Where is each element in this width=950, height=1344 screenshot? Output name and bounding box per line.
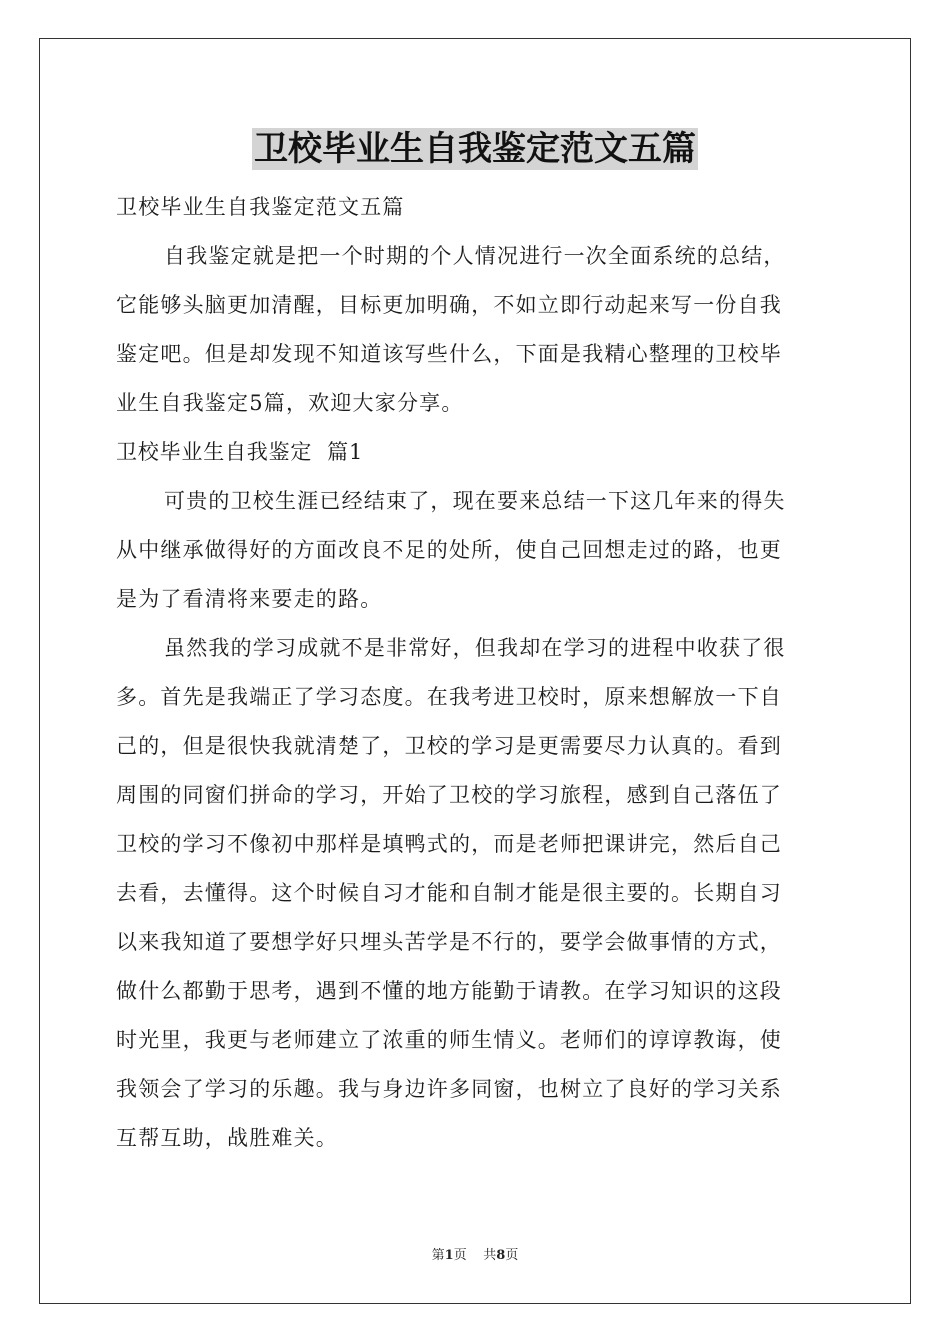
body-paragraph-1	[116, 477, 836, 624]
total-pages: 8	[496, 1248, 506, 1263]
page-number: 1	[444, 1248, 454, 1263]
total-suffix: 页	[505, 1248, 519, 1263]
page-suffix: 页	[453, 1248, 467, 1263]
page-prefix: 第	[431, 1248, 445, 1263]
intro-line: 自我鉴定就是把一个时期的个人情况进行一次全面系统的总结，	[164, 244, 786, 268]
paragraph-line: 互帮互助，战胜难关。	[116, 1126, 338, 1150]
intro-line: 鉴定吧。但是却发现不知道该写些什么，下面是我精心整理的卫校毕	[116, 342, 782, 366]
paragraph-line: 己的，但是很快我就清楚了，卫校的学习是更需要尽力认真的。看到	[116, 734, 782, 758]
intro-line: 业生自我鉴定5篇，欢迎大家分享。	[116, 391, 464, 415]
paragraph-line: 可贵的卫校生涯已经结束了，现在要来总结一下这几年来的得失	[164, 489, 786, 513]
page-footer	[0, 1247, 950, 1265]
paragraph-line: 从中继承做得好的方面改良不足的处所，使自己回想走过的路，也更	[116, 538, 782, 562]
paragraph-line: 卫校的学习不像初中那样是填鸭式的，而是老师把课讲完，然后自己	[116, 832, 782, 856]
paragraph-line: 以来我知道了要想学好只埋头苦学是不行的，要学会做事情的方式，	[116, 930, 782, 954]
paragraph-line: 是为了看清将来要走的路。	[116, 587, 383, 611]
paragraph-line: 周围的同窗们拼命的学习，开始了卫校的学习旅程，感到自己落伍了	[116, 783, 782, 807]
total-prefix: 共	[483, 1248, 497, 1263]
intro-line: 它能够头脑更加清醒，目标更加明确，不如立即行动起来写一份自我	[116, 293, 782, 317]
body-paragraph-2	[116, 624, 836, 1163]
paragraph-line: 去看，去懂得。这个时候自习才能和自制才能是很主要的。长期自习	[116, 881, 782, 905]
document-title: 卫校毕业生自我鉴定范文五篇	[254, 129, 696, 169]
section-heading: 卫校毕业生自我鉴定 篇1	[116, 440, 364, 464]
paragraph-line: 多。首先是我端正了学习态度。在我考进卫校时，原来想解放一下自	[116, 685, 782, 709]
paragraph-line: 虽然我的学习成就不是非常好，但我却在学习的进程中收获了很	[164, 636, 786, 660]
paragraph-line: 我领会了学习的乐趣。我与身边许多同窗，也树立了良好的学习关系	[116, 1077, 782, 1101]
paragraph-line: 时光里，我更与老师建立了浓重的师生情义。老师们的谆谆教诲，使	[116, 1028, 782, 1052]
paragraph-line: 做什么都勤于思考，遇到不懂的地方能勤于请教。在学习知识的这段	[116, 979, 782, 1003]
document-subtitle: 卫校毕业生自我鉴定范文五篇	[116, 195, 405, 219]
document-body	[116, 183, 836, 1163]
intro-paragraph	[116, 232, 836, 428]
title-container	[0, 128, 950, 170]
